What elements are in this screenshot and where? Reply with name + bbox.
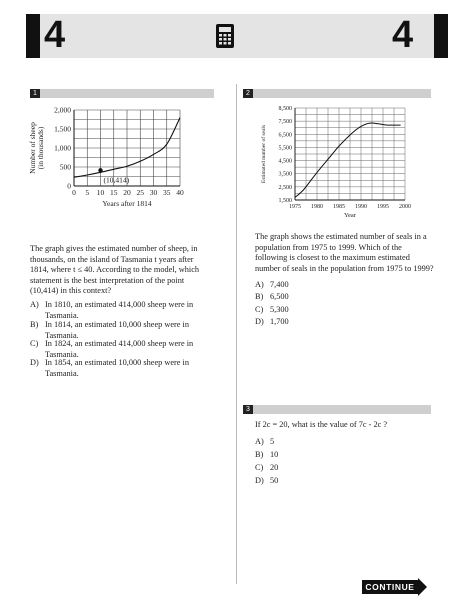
question-1-choice-c[interactable] bbox=[30, 339, 212, 360]
choice-text: 6,500 bbox=[270, 292, 289, 301]
question-3-choice-a[interactable] bbox=[255, 437, 274, 448]
question-2-number: 2 bbox=[243, 89, 253, 98]
question-1-number: 1 bbox=[30, 89, 40, 98]
choice-letter: B) bbox=[30, 320, 39, 329]
sheep-x-tick-label: 30 bbox=[149, 188, 158, 197]
choice-letter: C) bbox=[255, 305, 264, 314]
choice-text: 50 bbox=[270, 476, 279, 485]
question-2-text: The graph shows the estimated number of seals in a population from 1975 to 1999. Which of the following is closest to the maximum estimated number of seals in the population from 1975 to 1999? bbox=[255, 232, 434, 273]
sheep-chart bbox=[30, 104, 210, 214]
choice-letter: A) bbox=[255, 437, 264, 446]
question-2-choice-a[interactable] bbox=[255, 280, 289, 291]
question-3-choice-c[interactable] bbox=[255, 463, 278, 474]
seals-chart-grid bbox=[295, 108, 405, 200]
seals-x-tick-label: 1990 bbox=[355, 204, 367, 210]
sheep-y-tick-label: 2,000 bbox=[54, 105, 71, 115]
choice-letter: D) bbox=[30, 358, 39, 367]
question-1-choice-d[interactable] bbox=[30, 358, 212, 379]
sheep-y-tick-label: 1,500 bbox=[54, 124, 71, 134]
sheep-x-axis-label: Years after 1814 bbox=[102, 199, 152, 208]
seals-chart bbox=[255, 100, 425, 222]
seals-y-tick-label: 8,500 bbox=[278, 106, 292, 112]
choice-text: 7,400 bbox=[270, 280, 289, 289]
question-3-bar bbox=[243, 405, 431, 414]
continue-arrow-icon bbox=[418, 578, 427, 596]
sheep-x-tick-label: 25 bbox=[136, 188, 144, 197]
seals-x-tick-label: 1995 bbox=[377, 204, 389, 210]
sheep-y-tick-label: 500 bbox=[59, 162, 71, 172]
choice-text: 10 bbox=[270, 450, 279, 459]
question-3-number: 3 bbox=[243, 405, 253, 414]
choice-letter: A) bbox=[255, 280, 264, 289]
choice-letter: B) bbox=[255, 450, 264, 459]
highlighted-point bbox=[98, 168, 102, 172]
sheep-y-tick-label: 0 bbox=[67, 181, 71, 191]
sheep-x-tick-label: 15 bbox=[110, 188, 118, 197]
seals-y-axis-label: Estimated number of seals bbox=[261, 124, 267, 184]
seals-y-tick-label: 6,500 bbox=[278, 132, 292, 139]
choice-letter: B) bbox=[255, 292, 264, 301]
question-3-choice-b[interactable] bbox=[255, 450, 278, 461]
choice-letter: C) bbox=[30, 339, 39, 348]
column-divider bbox=[236, 84, 237, 584]
seals-y-tick-label: 5,500 bbox=[278, 145, 292, 152]
section-number-left: 4 bbox=[44, 14, 66, 56]
choice-text: 5,300 bbox=[270, 305, 289, 314]
calculator-icon bbox=[216, 24, 234, 53]
question-1-choice-b[interactable] bbox=[30, 320, 212, 341]
highlighted-point-label: (10,414) bbox=[103, 175, 130, 185]
sheep-x-tick-label: 35 bbox=[163, 188, 171, 197]
section-number-right: 4 bbox=[392, 14, 414, 56]
choice-text: 20 bbox=[270, 463, 279, 472]
sheep-x-tick-label: 0 bbox=[72, 188, 76, 197]
choice-letter: A) bbox=[30, 300, 39, 309]
choice-text: In 1854, an estimated 10,000 sheep were in Tasmania. bbox=[45, 358, 190, 378]
question-1-text: The graph gives the estimated number of sheep, in thousands, on the island of Tasmania t years after 1814, where t ≤ 40. According to the model, which statement is the best interpretation of the point (10,414) in this context? bbox=[30, 244, 200, 295]
question-3-choice-d[interactable] bbox=[255, 476, 278, 487]
sheep-y-tick-label: 1,000 bbox=[54, 143, 71, 153]
continue-button[interactable]: CONTINUE bbox=[362, 580, 418, 594]
sheep-x-tick-label: 5 bbox=[85, 188, 90, 197]
choice-letter: D) bbox=[255, 476, 264, 485]
choice-text: In 1814, an estimated 10,000 sheep were in Tasmania. bbox=[45, 320, 190, 340]
choice-text: In 1810, an estimated 414,000 sheep were in Tasmania. bbox=[45, 300, 194, 320]
seals-y-tick-label: 1,500 bbox=[278, 198, 292, 204]
section-header-bar bbox=[26, 14, 448, 58]
seals-x-tick-label: 2000 bbox=[399, 204, 411, 210]
sheep-y-axis-label: Number of sheep bbox=[28, 122, 37, 174]
seals-x-tick-label: 1975 bbox=[289, 204, 301, 210]
seals-x-axis-label: Year bbox=[344, 212, 356, 219]
seals-y-tick-label: 3,500 bbox=[278, 171, 292, 178]
seals-y-tick-label: 4,500 bbox=[278, 158, 292, 165]
seals-x-tick-label: 1980 bbox=[311, 204, 323, 210]
choice-text: 1,700 bbox=[270, 317, 289, 326]
question-3-text: If 2c = 20, what is the value of 7c - 2c ? bbox=[255, 420, 388, 429]
question-1-choice-a[interactable] bbox=[30, 300, 212, 321]
question-1-bar bbox=[30, 89, 214, 98]
seals-y-tick-label: 2,500 bbox=[278, 184, 292, 191]
sheep-y-axis-unit-label: (in thousands) bbox=[36, 126, 45, 170]
choice-text: In 1824, an estimated 414,000 sheep were in Tasmania. bbox=[45, 339, 194, 359]
header-left-black-tab bbox=[26, 14, 40, 58]
choice-letter: D) bbox=[255, 317, 264, 326]
seals-x-tick-label: 1985 bbox=[333, 204, 345, 210]
seals-y-tick-label: 7,500 bbox=[278, 119, 292, 126]
choice-text: 5 bbox=[270, 437, 275, 446]
question-2-choice-b[interactable] bbox=[255, 292, 289, 303]
choice-letter: C) bbox=[255, 463, 264, 472]
header-right-black-tab bbox=[434, 14, 448, 58]
question-2-bar bbox=[243, 89, 431, 98]
sheep-x-tick-label: 40 bbox=[176, 188, 184, 197]
sheep-x-tick-label: 20 bbox=[123, 188, 131, 197]
question-2-choice-c[interactable] bbox=[255, 305, 289, 316]
sheep-x-tick-label: 10 bbox=[96, 188, 105, 197]
question-2-choice-d[interactable] bbox=[255, 317, 289, 328]
